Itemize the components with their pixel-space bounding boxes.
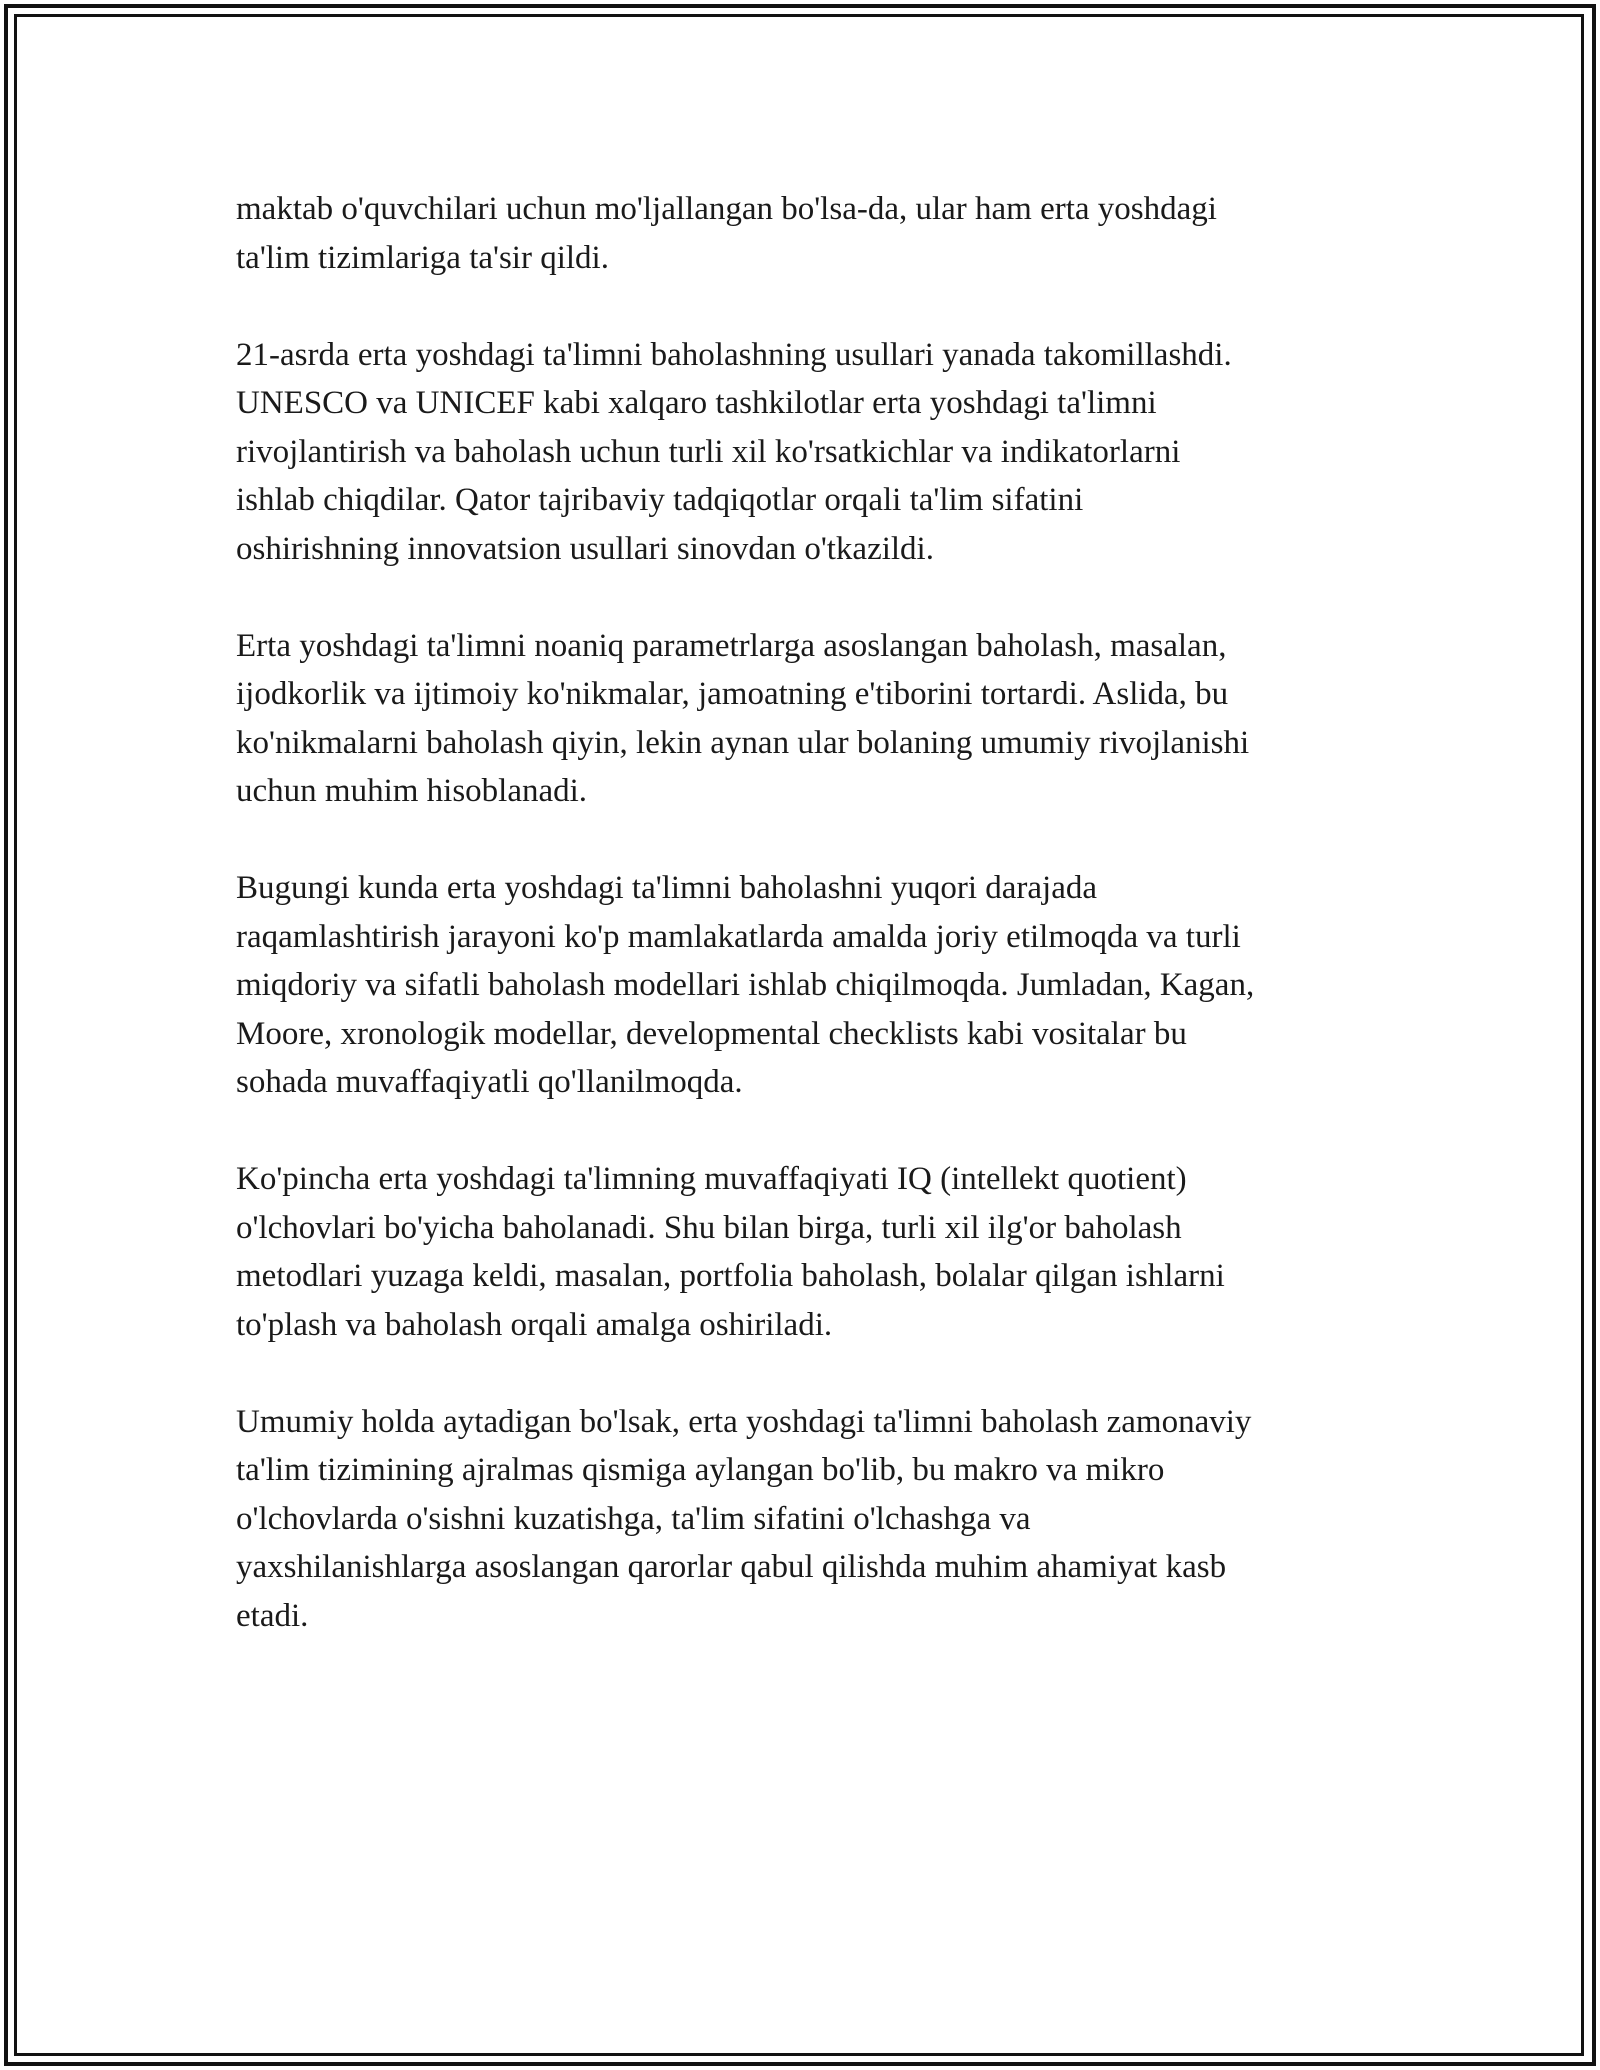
paragraph-6: Umumiy holda aytadigan bo'lsak, erta yoshdagi ta'limni baholash zamonaviy ta'lim tizimining ajralmas qismiga aylangan bo'lib, bu makro va mikro o'lchovlarda o'sishni kuzatishga, ta'lim sifatini o'lchashga va yaxshilanishlarga asoslangan qarorlar qabul qilishda muhim ahamiyat kasb etadi.	[236, 1403, 1252, 1634]
document-body	[236, 185, 1376, 1689]
paragraph-2: 21-asrda erta yoshdagi ta'limni baholashning usullari yanada takomillashdi. UNESCO va UNICEF kabi xalqaro tashkilotlar erta yoshdagi ta'limni rivojlantirish va baholash uchun turli xil ko'rsatkichlar va indikatorlarni ishlab chiqdilar. Qator tajribaviy tadqiqotlar orqali ta'lim sifatini oshirishning innovatsion usullari sinovdan o'tkazildi.	[236, 336, 1232, 567]
paragraph-3: Erta yoshdagi ta'limni noaniq parametrlarga asoslangan baholash, masalan, ijodkorlik va ijtimoiy ko'nikmalar, jamoatning e'tiborini tortardi. Aslida, bu ko'nikmalarni baholash qiyin, lekin aynan ular bolaning umumiy rivojlanishi uchun muhim hisoblanadi.	[236, 627, 1250, 809]
paragraph-1: maktab o'quvchilari uchun mo'ljallangan bo'lsa-da, ular ham erta yoshdagi ta'lim tizimlariga ta'sir qildi.	[236, 191, 1217, 276]
paragraph-4: Bugungi kunda erta yoshdagi ta'limni baholashni yuqori darajada raqamlashtirish jarayoni ko'p mamlakatlarda amalda joriy etilmoqda va turli miqdoriy va sifatli baholash modellari ishlab chiqilmoqda. Jumladan, Kagan, Moore, xronologik modellar, developmental checklists kabi vositalar bu sohada muvaffaqiyatli qo'llanilmoqda.	[236, 870, 1255, 1100]
paragraph-5: Ko'pincha erta yoshdagi ta'limning muvaffaqiyati IQ (intellekt quotient) o'lchovlari bo'yicha baholanadi. Shu bilan birga, turli xil ilg'or baholash metodlari yuzaga keldi, masalan, portfolia baholash, bolalar qilgan ishlarni to'plash va baholash orqali amalga oshiriladi.	[236, 1161, 1225, 1343]
